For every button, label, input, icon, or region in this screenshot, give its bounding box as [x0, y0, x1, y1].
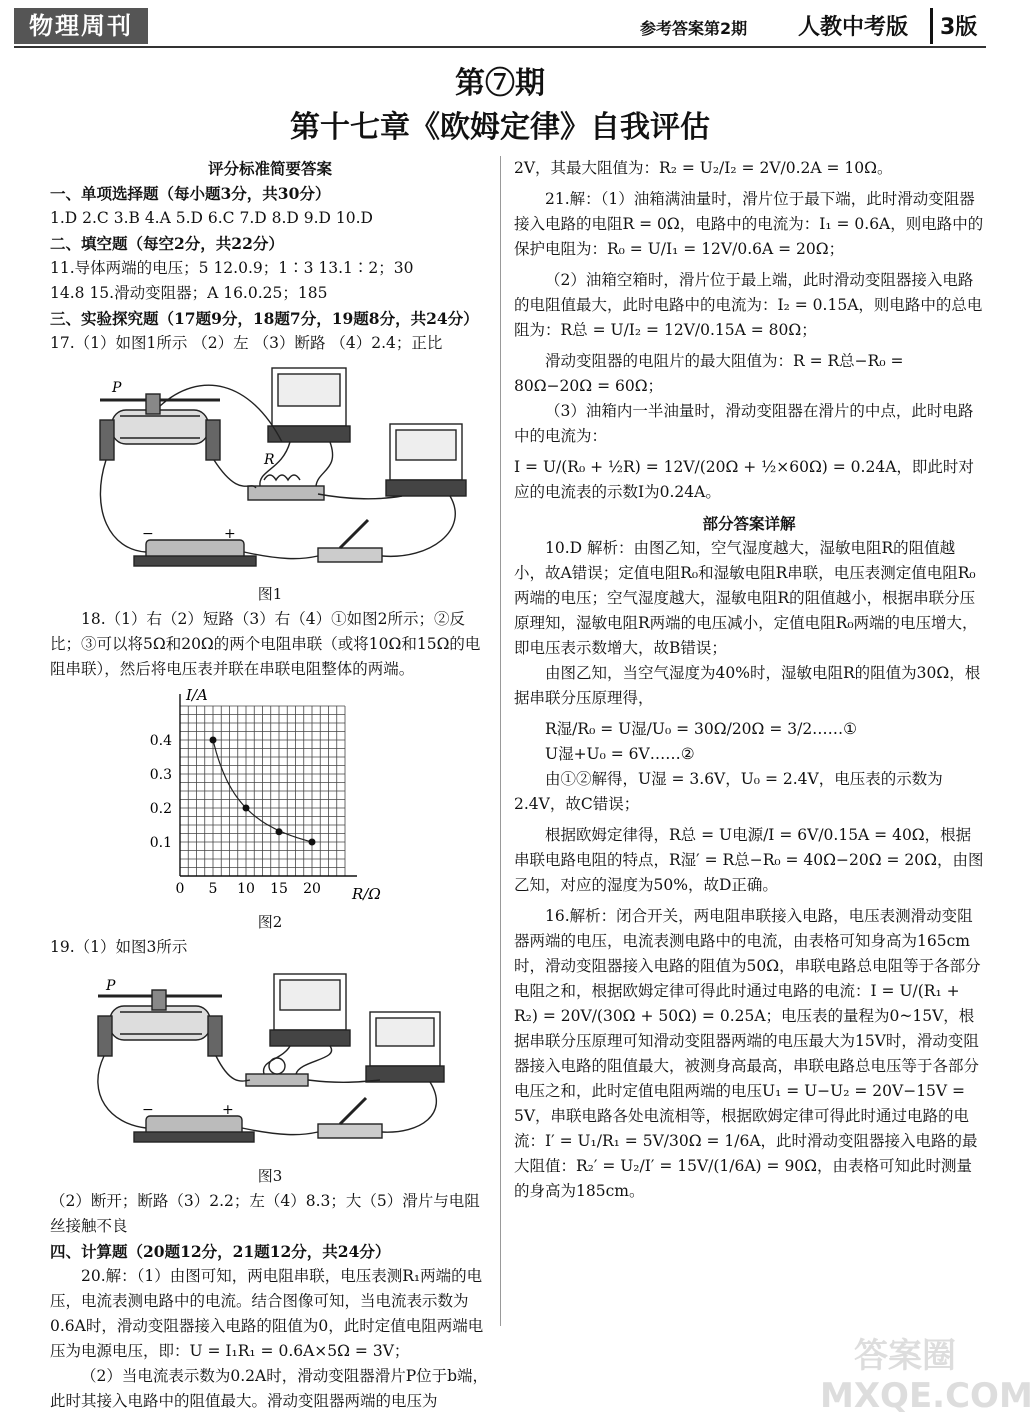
brand-logo: 物理周刊: [14, 8, 148, 44]
x-tick-label: 5: [208, 881, 218, 897]
x-tick-label: 10: [237, 881, 255, 897]
y-tick-label: 0.1: [149, 835, 172, 851]
label-p: P: [112, 380, 122, 396]
q21-part2: （2）油箱空箱时，滑片位于最上端，此时滑动变阻器接入电路的电阻值最大，此时电路中的电流为：I₂ = 0.15A，则电路中的总电阻为：R总 = U/I₂ = 12V/0.15A = 80Ω；: [514, 271, 983, 339]
q18-answer: 18.（1）右（2）短路（3）右（4）①如图2所示；②反比；③可以将5Ω和20Ω的两个电阻串联（或将10Ω和15Ω的电阻串联），然后将电压表并联在串联电阻整体的两端。: [50, 610, 481, 678]
q10-eq1: R湿/R₀ = U湿/U₀ = 30Ω/20Ω = 3/2……①: [545, 720, 858, 738]
edition-label: 人教中考版: [798, 15, 909, 40]
q19-part2: （2）断开；断路（3）2.2；左（4）8.3；大（5）滑片与电阻丝接触不良: [50, 1192, 480, 1235]
data-point: [243, 805, 250, 812]
data-point: [210, 737, 217, 744]
circuit-diagram-1: [50, 360, 490, 578]
q20-part1: 20.解：（1）由图可知，两电阻串联，电压表测R₁两端的电压，电流表测电路中的电流。结合图像可知，当电流表示数为0.6A时，滑动变阻器接入电路的阻值为0，此时定值电阻两端电压为电源电压，即：U = I₁R₁ = 0.6A×5Ω = 3V；: [50, 1267, 484, 1360]
watermark: 答案圈 MXQE.COM: [820, 1336, 1033, 1416]
label-plus-3: +: [222, 1102, 234, 1118]
label-minus: −: [142, 526, 154, 542]
section-choice: 一、单项选择题（每小题3分，共30分）: [50, 184, 331, 203]
label-p-3: P: [106, 978, 116, 994]
q21-part1: 21.解：（1）油箱满油量时，滑片位于最下端，此时滑动变阻器接入电路的电阻R = 0Ω，电路中的电流为：I₁ = 0.6A，则电路中的保护电阻为：R₀ = U/I₁ = 12V/0.6A = 20Ω；: [514, 190, 984, 258]
figure-1-caption: 图1: [257, 585, 283, 603]
circuit-diagram-3: [50, 964, 490, 1160]
figure-1: [50, 360, 490, 578]
q19-part1: 19.（1）如图3所示: [50, 938, 188, 956]
figure-3: [50, 964, 490, 1160]
figure-2: [50, 686, 490, 906]
q17-answer: 17.（1）如图1所示 （2）左 （3）断路 （4）2.4；正比: [50, 334, 443, 352]
section-fill: 二、填空题（每空2分，共22分）: [50, 234, 284, 253]
label-plus: +: [224, 526, 236, 542]
q10-part4: 根据欧姆定律得，R总 = U电源/I = 6V/0.15A = 40Ω，根据串联电路电阻的特点，R湿′ = R总−R₀ = 40Ω−20Ω = 20Ω，由图乙知，对应的湿度为50%，故D正确。: [514, 826, 984, 894]
q10-part2: 由图乙知，当空气湿度为40%时，湿敏电阻R的阻值为30Ω，根据串联分压原理得，: [514, 664, 981, 707]
iv-chart: [50, 686, 490, 906]
y-tick-label: 0.4: [149, 733, 172, 749]
chart-y-label: I/A: [186, 686, 208, 704]
answer-ref: 参考答案第2期: [640, 19, 748, 38]
q21-part4: （3）油箱内一半油量时，滑动变阻器在滑片的中点，此时电路中的电流为：: [514, 402, 974, 445]
x-tick-label: 0: [175, 881, 185, 897]
data-point: [276, 828, 283, 835]
q20-part3: 2V，其最大阻值为：R₂ = U₂/I₂ = 2V/0.2A = 10Ω。: [514, 159, 893, 177]
q16-answer: 16.解析：闭合开关，两电阻串联接入电路，电压表测滑动变阻器两端的电压，电流表测电路中的电流，由表格可知身高为165cm时，滑动变阻器接入电路的阻值为50Ω，串联电路总电阻等于各部分电阻之和，根据欧姆定律可得此时通过电路的电流：I = U/(R₁ + R₂) = 20V/(30Ω + 50Ω) = 0.25A；电压表的量程为0~15V，根据串联分压原理可知滑动变阻器两端的电压最大为15V时，滑动变阻器接入电路的阻值最大，被测身高最高，串联电路总电压等于各部分电压之和，此时定值电阻两端的电压U₁ = U−U₂ = 20V−15V = 5V，串联电路各处电流相等，根据欧姆定律可得此时通过电路的电流：I′ = U₁/R₁ = 5V/30Ω = 1/6A，此时滑动变阻器接入电路的最大阻值：R₂′ = U₂/I′ = 15V/(1/6A) = 90Ω，由表格可知此时测量的身高为185cm。: [514, 907, 981, 1200]
label-r: R: [264, 452, 275, 468]
header-divider: [930, 8, 933, 44]
y-tick-label: 0.3: [149, 767, 172, 783]
q10-part3: 由①②解得，U湿 = 3.6V，U₀ = 2.4V，电压表的示数为2.4V，故C错误；: [514, 770, 943, 813]
chapter-title: 第十七章《欧姆定律》自我评估: [290, 110, 710, 145]
q10-eq2: U湿+U₀ = 6V……②: [545, 745, 695, 763]
q20-part2: （2）当电流表示数为0.2A时，滑动变阻器滑片P位于b端，此时其接入电路中的阻值最大。滑动变阻器两端的电压为: [50, 1367, 489, 1410]
section-calc: 四、计算题（20题12分，21题12分，共24分）: [50, 1242, 391, 1261]
left-column: [50, 156, 490, 1414]
x-tick-label: 15: [270, 881, 288, 897]
right-column: [514, 156, 984, 1204]
label-minus-3: −: [142, 1102, 154, 1118]
issue-title: 第⑦期: [455, 66, 545, 101]
figure-3-caption: 图3: [257, 1167, 283, 1185]
x-tick-label: 20: [303, 881, 321, 897]
figure-2-caption: 图2: [257, 913, 283, 931]
detail-heading: 部分答案详解: [702, 514, 796, 533]
header-rule: [14, 46, 986, 48]
fill-answers-1: 11.导体两端的电压；5 12.0.9；1∶3 13.1∶2；30: [50, 259, 414, 277]
q10-part1: 10.D 解析：由图乙知，空气湿度越大，湿敏电阻R的阻值越小，故A错误；定值电阻R₀和湿敏电阻R串联，电压表测定值电阻R₀两端的电压；空气湿度越大，湿敏电阻R的阻值越小，根据串联分压原理知，湿敏电阻R两端的电压减小，定值电阻R₀两端的电压增大，即电压表示数增大，故B错误；: [514, 539, 978, 657]
choice-answers: 1.D 2.C 3.B 4.A 5.D 6.C 7.D 8.D 9.D 10.D: [50, 209, 373, 227]
page-number: 3版: [940, 15, 978, 40]
data-point: [309, 839, 316, 846]
fill-answers-2: 14.8 15.滑动变阻器；A 16.0.25；185: [50, 284, 328, 302]
y-tick-label: 0.2: [149, 801, 172, 817]
chart-x-label: R/Ω: [352, 885, 381, 903]
q21-part3: 滑动变阻器的电阻片的最大阻值为：R = R总−R₀ = 80Ω−20Ω = 60Ω；: [514, 352, 904, 395]
q21-part5: I = U/(R₀ + ½R) = 12V/(20Ω + ½×60Ω) = 0.24A，即此时对应的电流表的示数I为0.24A。: [514, 458, 974, 501]
section-experiment: 三、实验探究题（17题9分，18题7分，19题8分，共24分）: [50, 309, 479, 328]
column-divider: [500, 156, 501, 1326]
answer-heading: 评分标准简要答案: [207, 159, 332, 178]
page-header: [0, 0, 1000, 52]
